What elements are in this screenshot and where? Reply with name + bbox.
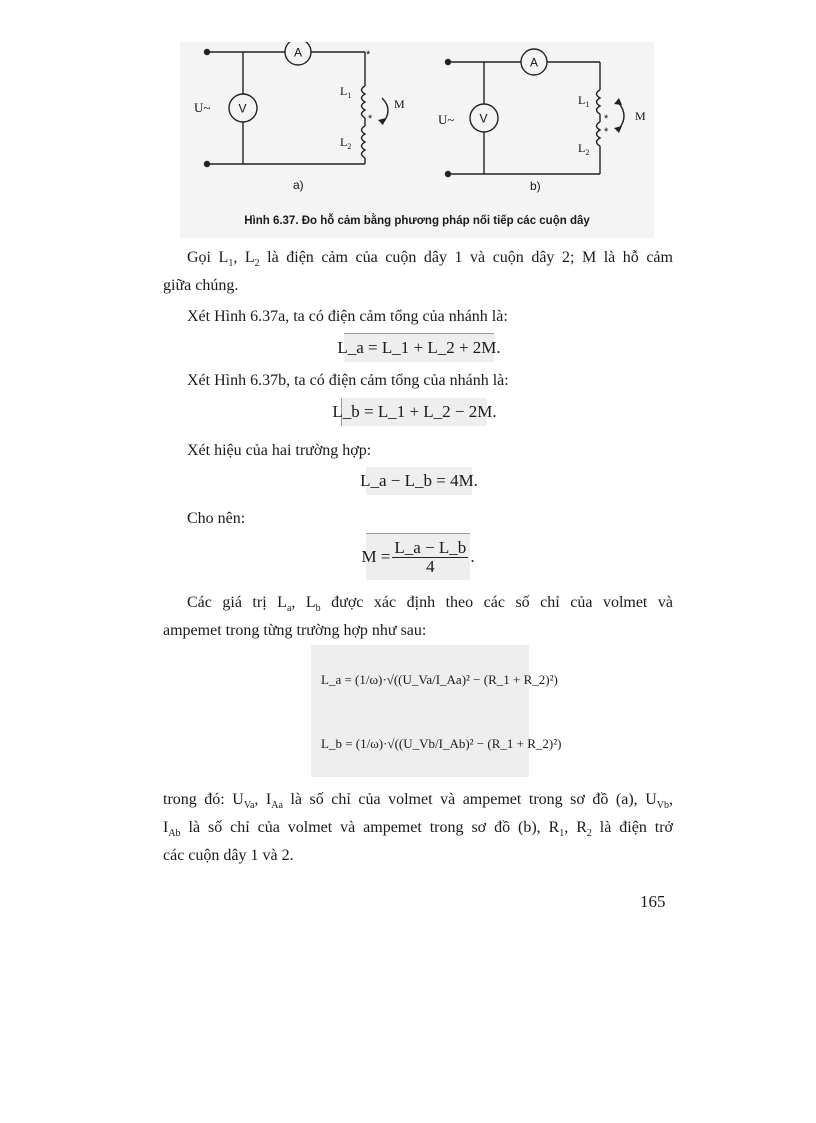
paragraph-3: Xét Hình 6.37b, ta có điện cảm tổng của nhánh là: xyxy=(187,372,509,389)
mutual-a-label: M xyxy=(394,97,405,111)
page-number: 165 xyxy=(640,892,666,911)
subscript: Vb xyxy=(656,800,669,812)
eq4-numerator: L_a − L_b xyxy=(394,537,467,557)
coil-b-l1-label: L xyxy=(578,93,586,107)
circuit-a xyxy=(205,42,389,167)
eq4-lhs: M = xyxy=(361,547,391,566)
paragraph-5: Cho nên: xyxy=(187,510,246,527)
subscript: 2 xyxy=(254,258,260,270)
figure-caption: Hình 6.37. Đo hỗ cảm bằng phương pháp nối tiếp các cuộn dây xyxy=(244,215,590,227)
equation-6: L_b = (1/ω)·√((U_Vb/I_Ab)² − (R_1 + R_2)²) xyxy=(321,735,562,751)
subfig-b-label: b) xyxy=(530,179,541,193)
dot-mark-a2: * xyxy=(368,113,373,125)
subscript: 1 xyxy=(228,258,234,270)
paragraph-6-line-2: ampemet trong từng trường hợp như sau: xyxy=(163,622,427,639)
equation-4 xyxy=(361,533,475,580)
coil-b-l2-sub: 2 xyxy=(585,148,590,157)
equation-2: L_b = L_1 + L_2 − 2M. xyxy=(341,398,487,426)
paragraph-7-line-3: các cuộn dây 1 và 2. xyxy=(163,847,294,864)
coil-a-l2-label: L xyxy=(340,135,348,149)
subfig-a-label: a) xyxy=(293,178,304,192)
subscript: Ab xyxy=(168,828,181,840)
text-run: , I xyxy=(254,791,272,808)
equation-3: L_a − L_b = 4M. xyxy=(366,467,472,495)
text-run: là số chỉ của volmet và ampemet trong sơ đồ (b), R xyxy=(180,819,560,836)
text-run: , L xyxy=(233,249,255,266)
text-run: , xyxy=(669,791,673,808)
svg-text:L2 xyxy=(578,141,589,157)
text-run: là số chỉ của volmet và ampemet trong sơ đồ (a), U xyxy=(282,791,657,808)
coil-a-l1-sub: 1 xyxy=(347,91,352,100)
coil-a-l1-label: L xyxy=(340,84,348,98)
text-run: Gọi L xyxy=(187,249,229,266)
svg-text:L1 xyxy=(578,93,589,109)
paragraph-1-line-2: giữa chúng. xyxy=(163,277,239,294)
source-b-label: U~ xyxy=(438,112,455,127)
voltmeter-b-symbol: V xyxy=(479,111,488,126)
subscript: Va xyxy=(243,800,255,812)
equation-block-5-6 xyxy=(311,645,562,777)
source-a-label: U~ xyxy=(194,100,211,115)
paragraph-2: Xét Hình 6.37a, ta có điện cảm tổng của nhánh là: xyxy=(187,308,508,325)
ammeter-a-symbol: A xyxy=(294,45,303,60)
subscript: 1 xyxy=(559,828,565,840)
dot-mark-a1: * xyxy=(366,49,371,61)
text-run: Các giá trị L xyxy=(187,594,287,611)
voltmeter-a-symbol: V xyxy=(238,101,247,116)
text-run: , R xyxy=(564,819,587,836)
dot-mark-b2: * xyxy=(604,126,609,138)
text-run: I xyxy=(163,819,169,836)
svg-text:L1 xyxy=(340,84,351,100)
coil-b-l2-label: L xyxy=(578,141,586,155)
mutual-b-label: M xyxy=(635,109,646,123)
text-run: được xác định theo các số chỉ của volmet và xyxy=(320,594,673,611)
ammeter-b-symbol: A xyxy=(530,55,539,70)
eq4-fraction xyxy=(392,539,468,576)
eq4-end: . xyxy=(470,547,475,566)
subscript: 2 xyxy=(586,828,592,840)
eq4-denominator: 4 xyxy=(426,556,435,576)
subscript: b xyxy=(315,603,321,615)
coil-a-icon xyxy=(362,86,366,164)
text-run: là điện trở xyxy=(591,819,674,836)
text-run: , L xyxy=(291,594,316,611)
coil-a-l2-sub: 2 xyxy=(347,142,352,151)
equation-1: L_a = L_1 + L_2 + 2M. xyxy=(344,333,494,362)
paragraph-4: Xét hiệu của hai trường hợp: xyxy=(187,442,372,459)
subscript: a xyxy=(286,603,292,615)
circuit-diagrams xyxy=(180,42,654,238)
coil-b-l1-sub: 1 xyxy=(585,100,590,109)
mutual-arrow-b-icon xyxy=(618,102,624,130)
figure-6-37 xyxy=(180,42,654,238)
dot-mark-b1: * xyxy=(604,113,609,125)
equation-5: L_a = (1/ω)·√((U_Va/I_Aa)² − (R_1 + R_2)²) xyxy=(321,671,558,687)
subscript: Aa xyxy=(271,800,283,812)
text-run: trong đó: U xyxy=(163,791,244,808)
text-run: là điện cảm của cuộn dây 1 và cuộn dây 2; M là hỗ cảm xyxy=(259,249,673,266)
svg-text:L2 xyxy=(340,135,351,151)
coil-b-icon xyxy=(597,90,601,174)
